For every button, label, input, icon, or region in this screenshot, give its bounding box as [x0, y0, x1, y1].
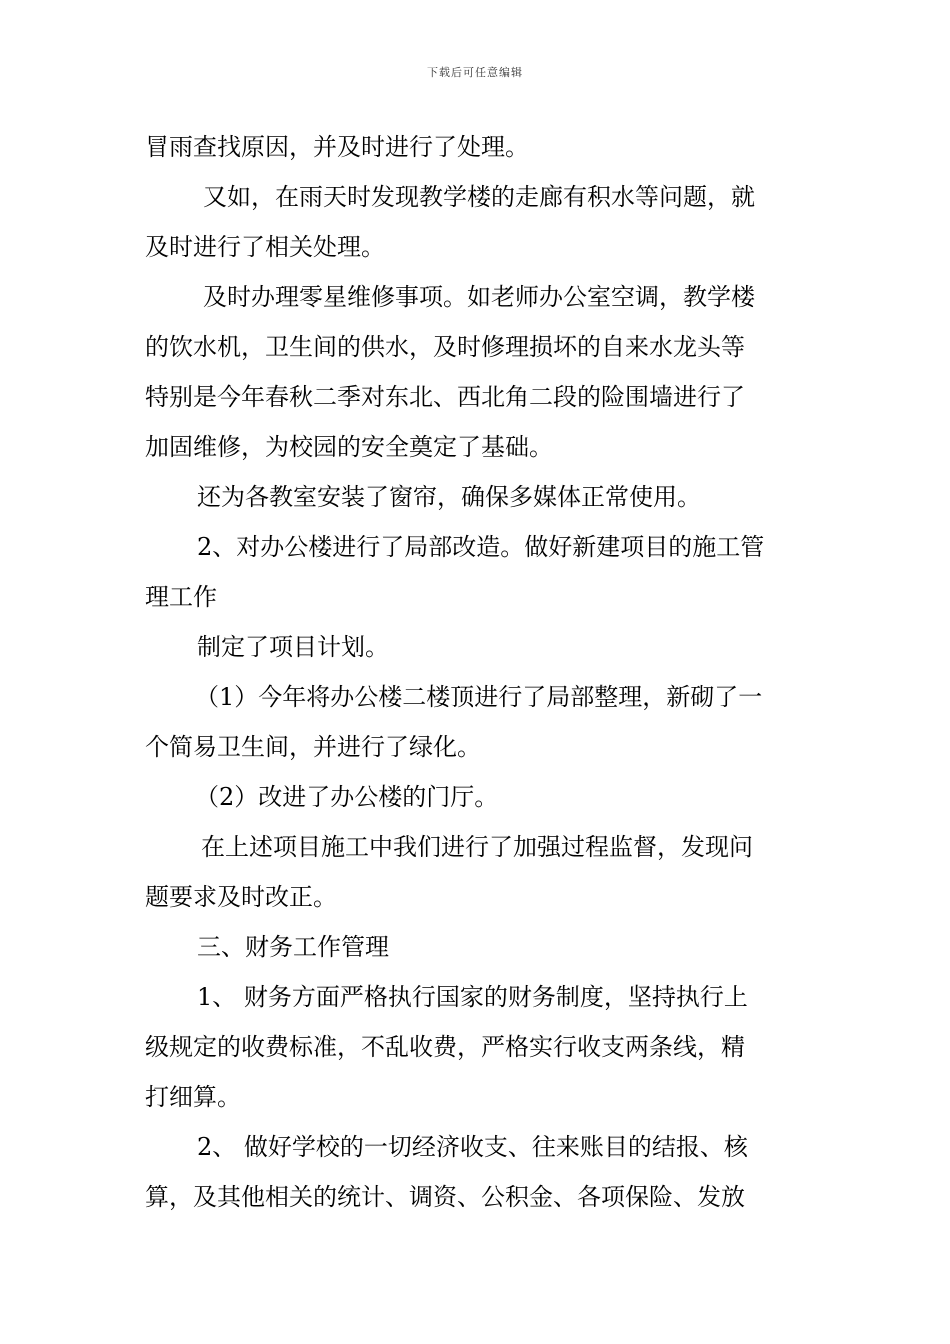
text-line: 及时进行了相关处理。: [145, 233, 385, 261]
text-line: 又如，在雨天时发现教学楼的走廊有积水等问题，就: [203, 183, 755, 211]
text-line: 还为各教室安装了窗帘，确保多媒体正常使用。: [197, 483, 701, 511]
text-line: 加固维修，为校园的安全奠定了基础。: [145, 433, 553, 461]
text-line: 题要求及时改正。: [145, 883, 337, 911]
text-line: 特别是今年春秋二季对东北、西北角二段的险围墙进行了: [145, 383, 745, 411]
text-line: 制定了项目计划。: [197, 633, 389, 661]
text-line: 算，及其他相关的统计、调资、公积金、各项保险、发放: [145, 1183, 745, 1211]
document-body: [145, 122, 810, 1222]
text-line: 冒雨查找原因，并及时进行了处理。: [145, 133, 529, 161]
text-line: 级规定的收费标准，不乱收费，严格实行收支两条线，精: [145, 1033, 745, 1061]
text-line: （2）改进了办公楼的门厅。: [195, 783, 499, 811]
text-line: 的饮水机，卫生间的供水，及时修理损坏的自来水龙头等: [145, 333, 745, 361]
text-line: 三、财务工作管理: [197, 933, 389, 961]
text-line: 2、 做好学校的一切经济收支、往来账目的结报、核: [197, 1133, 748, 1161]
page-header: 下载后可任意编辑: [427, 66, 523, 79]
text-line: 及时办理零星维修事项。如老师办公室空调，教学楼: [203, 283, 755, 311]
text-line: （1）今年将办公楼二楼顶进行了局部整理，新砌了一: [195, 683, 763, 711]
text-line: 2、对办公楼进行了局部改造。做好新建项目的施工管: [197, 533, 765, 561]
text-line: 理工作: [145, 583, 217, 611]
text-line: 1、 财务方面严格执行国家的财务制度，坚持执行上: [197, 983, 748, 1011]
text-line: 打细算。: [145, 1083, 241, 1111]
text-line: 在上述项目施工中我们进行了加强过程监督，发现问: [201, 833, 753, 861]
text-line: 个简易卫生间，并进行了绿化。: [145, 733, 481, 761]
